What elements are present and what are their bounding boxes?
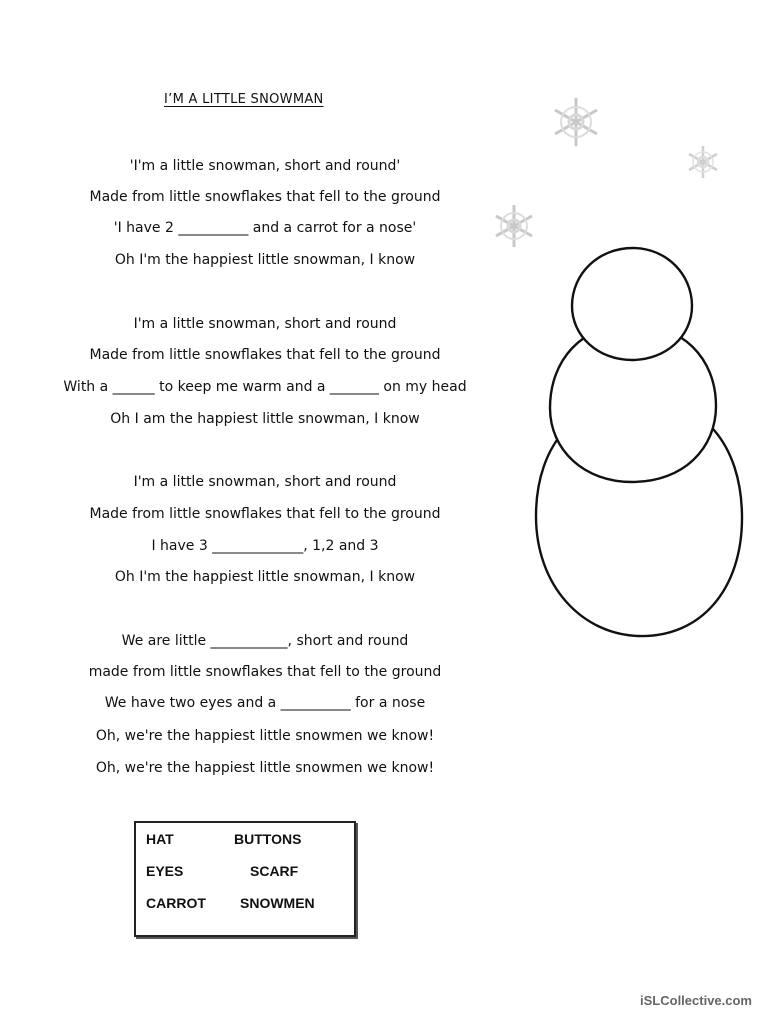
word-bank-item: SNOWMEN <box>240 895 315 911</box>
lyric-line: Oh I am the happiest little snowman, I know <box>110 411 420 427</box>
snowman-illustration <box>520 236 760 642</box>
worksheet-title: I’M A LITTLE SNOWMAN <box>164 92 324 107</box>
word-bank-item: BUTTONS <box>234 831 302 847</box>
site-watermark: iSLCollective.com <box>640 993 752 1008</box>
snowflake-icon <box>684 144 722 180</box>
lyric-line: Oh, we're the happiest little snowmen we know! <box>95 760 435 776</box>
snowman-head <box>572 248 692 360</box>
lyric-line: 'I have 2 __________ and a carrot for a nose' <box>113 220 417 236</box>
lyric-line: Oh I'm the happiest little snowman, I know <box>114 569 416 585</box>
lyric-line: 'I'm a little snowman, short and round' <box>129 158 401 174</box>
lyric-line: Oh I'm the happiest little snowman, I know <box>114 252 416 268</box>
word-bank-item: SCARF <box>250 863 299 879</box>
lyric-line: made from little snowflakes that fell to the ground <box>88 664 442 680</box>
lyric-line: Oh, we're the happiest little snowmen we know! <box>95 728 435 744</box>
word-bank-item: EYES <box>146 863 184 879</box>
lyric-line: With a ______ to keep me warm and a _______ on my head <box>63 379 467 395</box>
lyric-line: Made from little snowflakes that fell to the ground <box>89 347 441 363</box>
word-bank-item: HAT <box>146 831 174 847</box>
lyric-line: We are little ___________, short and round <box>121 633 409 649</box>
lyric-line: I'm a little snowman, short and round <box>133 474 397 490</box>
word-bank-item: CARROT <box>146 895 206 911</box>
word-bank-box <box>134 821 356 937</box>
lyric-line: I'm a little snowman, short and round <box>133 316 397 332</box>
lyric-line: We have two eyes and a __________ for a nose <box>104 695 426 711</box>
snowflake-icon <box>546 94 606 150</box>
lyric-line: I have 3 _____________, 1,2 and 3 <box>151 538 379 554</box>
lyric-line: Made from little snowflakes that fell to the ground <box>89 189 441 205</box>
lyric-line: Made from little snowflakes that fell to the ground <box>89 506 441 522</box>
